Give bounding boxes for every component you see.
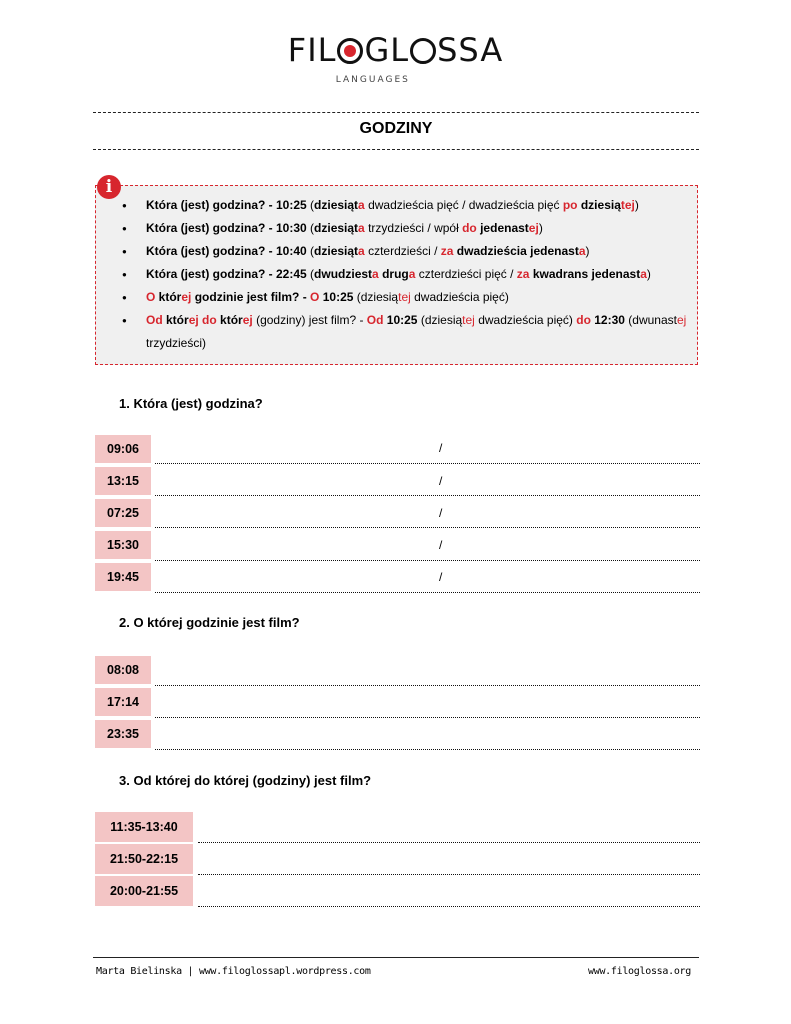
time-range-tag: 20:00-21:55 [95, 876, 193, 906]
info-item: ● O której godzinie jest film? - O 10:25 (dziesiątej dwadzieścia pięć) [122, 286, 697, 309]
page-title: GODZINY [359, 120, 433, 137]
answer-line[interactable] [198, 906, 700, 907]
footer-author: Marta Bielinska | www.filoglossapl.wordpress.com [96, 966, 371, 977]
footer-website-link[interactable]: www.filoglossa.org [588, 966, 691, 977]
time-range-tag: 11:35-13:40 [95, 812, 193, 842]
time-tag: 17:14 [95, 688, 151, 716]
section-1-title: 1. Która (jest) godzina? [119, 396, 263, 411]
title-rule-bottom [93, 149, 699, 150]
logo-o-ring-icon [410, 38, 436, 64]
info-item: ● Od której do której (godziny) jest film? - Od 10:25 (dziesiątej dwadzieścia pięć) do 12:30 (dwunastej trzydzieści) [122, 309, 697, 355]
slash-separator: / [439, 441, 443, 455]
slash-separator: / [439, 506, 443, 520]
answer-line[interactable] [155, 717, 700, 718]
answer-line[interactable] [155, 749, 700, 750]
logo [0, 30, 791, 85]
time-range-tag: 21:50-22:15 [95, 844, 193, 874]
info-list [122, 194, 697, 355]
time-tag: 07:25 [95, 499, 151, 527]
time-tag: 13:15 [95, 467, 151, 495]
slash-separator: / [439, 570, 443, 584]
time-tag: 08:08 [95, 656, 151, 684]
info-item: ● Która (jest) godzina? - 10:30 (dziesiąta trzydzieści / wpół do jedenastej) [122, 217, 697, 240]
section-3-title: 3. Od której do której (godziny) jest film? [119, 773, 372, 788]
section-2-title: 2. O której godzinie jest film? [119, 615, 300, 630]
answer-line[interactable] [155, 685, 700, 686]
info-item: ● Która (jest) godzina? - 10:40 (dziesiąta czterdzieści / za dwadzieścia jedenasta) [122, 240, 697, 263]
footer-divider [93, 957, 699, 958]
answer-line[interactable] [155, 495, 700, 496]
answer-line[interactable] [155, 560, 700, 561]
info-item: ● Która (jest) godzina? - 10:25 (dziesiąta dwadzieścia pięć / dwadzieścia pięć po dziesiątej) [122, 194, 697, 217]
answer-line[interactable] [155, 527, 700, 528]
time-tag: 23:35 [95, 720, 151, 748]
info-icon: i [97, 175, 121, 199]
slash-separator: / [439, 538, 443, 552]
answer-line[interactable] [198, 842, 700, 843]
title-rule-top [93, 112, 699, 113]
time-tag: 15:30 [95, 531, 151, 559]
time-tag: 09:06 [95, 435, 151, 463]
info-item: ● Która (jest) godzina? - 22:45 (dwudziesta druga czterdzieści pięć / za kwadrans jedenasta) [122, 263, 697, 286]
answer-line[interactable] [155, 592, 700, 593]
answer-line[interactable] [155, 463, 700, 464]
logo-wordmark: FIL GL SSA LANGUAGES [288, 30, 503, 70]
answer-line[interactable] [198, 874, 700, 875]
slash-separator: / [439, 474, 443, 488]
logo-subtitle: LANGUAGES [335, 75, 410, 85]
time-tag: 19:45 [95, 563, 151, 591]
